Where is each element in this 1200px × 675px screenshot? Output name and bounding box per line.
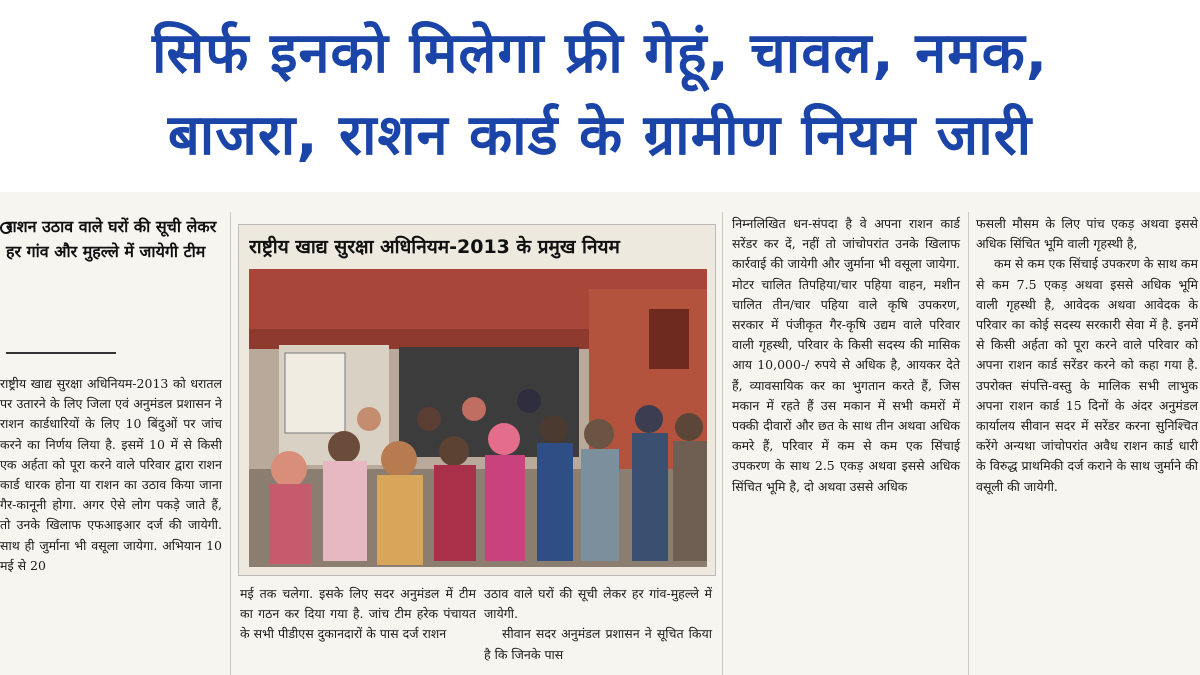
column-5: [976, 214, 1198, 497]
column-3-text-2: सीवान सदर अनुमंडल प्रशासन ने सूचित किया है कि जिनके पास: [484, 626, 712, 662]
headline-line-1: सिर्फ इनको मिलेगा फ्री गेहूं, चावल, नमक,: [151, 21, 1049, 86]
column-3: [484, 584, 712, 665]
side-rule: [6, 352, 116, 354]
column-2: [240, 584, 476, 645]
column-1: [0, 374, 222, 576]
news-photo-illustration: [249, 269, 707, 567]
column-5-text-2: कम से कम एक सिंचाई उपकरण के साथ कम से कम 7.5 एकड़ अथवा इससे अधिक भूमि वाली गृहस्थी है, आवेदक अथवा आवेदक के परिवार का कोई सदस्य सरकारी सेवा में है. इनमें से किसी अर्हता को पूरा करने वाले परिवार को अपना राशन कार्ड सरेंडर करने को कहा गया है. उपरोक्त संपत्ति-वस्तु के मालिक सभी लाभुक अपना राशन कार्ड 15 दिनों के अंदर अनुमंडल कार्यालय सीवान सदर में सरेंडर करना सुनिश्चित करेंगे अन्यथा जांचोपरांत अवैध राशन कार्ड धारी के विरुद्ध प्राथमिकी दर्ज कराने के साथ जुर्माने की वसूली की जायेगी.: [976, 256, 1198, 494]
column-5-text: फसली मौसम के लिए पांच एकड़ अथवा इससे अधिक सिंचित भूमि वाली गृहस्थी है,: [976, 216, 1198, 252]
column-4: [732, 214, 960, 497]
headline-line-2: बाजरा, राशन कार्ड के ग्रामीण नियम जारी: [167, 103, 1033, 168]
headline: [0, 0, 1200, 190]
column-divider: [230, 212, 231, 675]
side-headline: राशन उठाव वाले घरों की सूची लेकर हर गांव और मुहल्ले में जायेगी टीम: [6, 217, 217, 261]
column-4-text: निम्नलिखित धन-संपदा है वे अपना राशन कार्ड सरेंडर कर दें, नहीं तो जांचोपरांत उनके खिलाफ कार्रवाई की जायेगी और जुर्माना भी वसूला जायेगा. मोटर चालित तिपहिया/चार पहिया वाहन, मशीन चालित तीन/चार पहिया वाले कृषि उपकरण, सरकार में पंजीकृत गैर-कृषि उद्यम वाले परिवार वाली गृहस्थी, परिवार के किसी सदस्य की मासिक आय 10,000-/ रुपये से अधिक है, आयकर देते हैं, व्यावसायिक कर का भुगतान करते हैं, जिस मकान में रहते हैं उस मकान में सभी कमरों में पक्की दीवारों और छत के साथ तीन अथवा अधिक कमरे हैं, परिवार में कम से कम एक सिंचाई उपकरण के साथ 2.5 एकड़ अथवा इससे अधिक सिंचित भूमि है, दो अथवा उससे अधिक: [732, 216, 960, 494]
photo-caption: राष्ट्रीय खाद्य सुरक्षा अधिनियम-2013 के प्रमुख नियम: [249, 236, 620, 258]
column-2-text: मई तक चलेगा. इसके लिए सदर अनुमंडल में टीम का गठन कर दिया गया है. जांच टीम हरेक पंचायत के सभी पीडीएस दुकानदारों के पास दर्ज राशन: [240, 586, 476, 642]
column-divider-2: [722, 212, 723, 675]
newspaper-clipping: [0, 192, 1200, 675]
column-divider-3: [968, 212, 969, 675]
column-1-text: राष्ट्रीय खाद्य सुरक्षा अधिनियम-2013 को धरातल पर उतारने के लिए जिला एवं अनुमंडल प्रशासन ने राशन कार्डधारियों के लिए 10 बिंदुओं पर जांच करने का निर्णय लिया है. इसमें 10 में से किसी एक अर्हता को पूरा करने वाले परिवार द्वारा राशन कार्ड धारक होना या राशन का उठाव किया जाना गैर-कानूनी होगा. अगर ऐसे लोग पकड़े जाते हैं, तो उनके खिलाफ एफआइआर दर्ज की जायेगी. साथ ही जुर्माना भी वसूला जायेगा. अभियान 10 मई से 20: [0, 376, 222, 573]
column-3-text: उठाव वाले घरों की सूची लेकर हर गांव-मुहल्ले में जायेगी.: [484, 586, 712, 622]
news-photo: [249, 269, 707, 567]
photo-box: [238, 224, 716, 576]
